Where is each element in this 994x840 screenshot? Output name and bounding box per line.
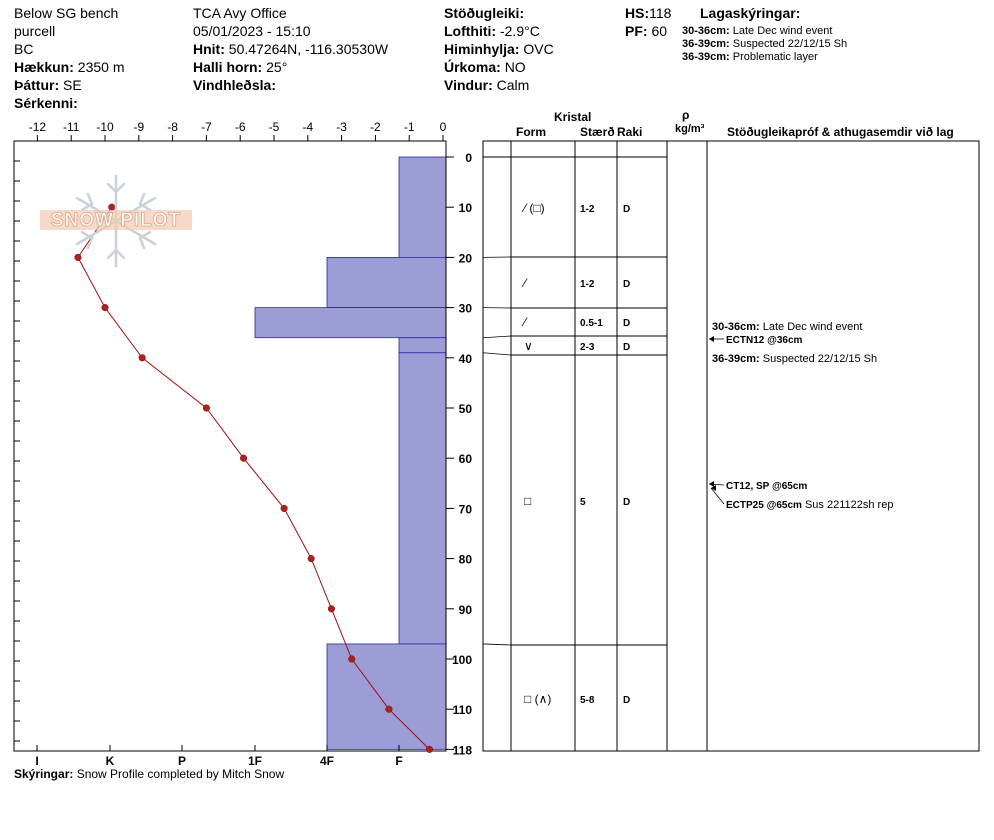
kristal-header: Kristal: [554, 110, 592, 124]
hardness-tick-label: 1F: [247, 754, 263, 768]
temperature-point: [281, 505, 288, 512]
temperature-point: [139, 355, 146, 362]
layer-connector: [483, 353, 511, 355]
location: Below SG bench: [14, 5, 119, 21]
rho-header: ρ: [682, 108, 690, 122]
comment-arrow: [711, 488, 724, 504]
stability-comment: CT12, SP @65cm: [726, 481, 808, 492]
moisture: D: [623, 695, 631, 706]
observer: TCA Avy Office: [193, 5, 287, 21]
stability-comment: 30-36cm: Late Dec wind event: [712, 321, 863, 333]
legend-item: 30-36cm: Late Dec wind event: [682, 25, 833, 37]
temp-tick-label: 0: [439, 120, 447, 134]
depth-tick-label: 50: [458, 402, 472, 416]
layer-table-frame: [483, 141, 979, 751]
depth-tick-label: 90: [458, 602, 472, 617]
legend-title: Lagaskýringar:: [700, 5, 801, 21]
comment-arrowhead: [709, 481, 714, 487]
sky-cover: Himinhylja: OVC: [444, 41, 554, 57]
moisture: D: [623, 318, 631, 329]
temperature-point: [386, 706, 393, 713]
temp-tick-label: -2: [370, 120, 381, 134]
moisture: D: [623, 342, 631, 353]
temp-tick-label: -7: [201, 120, 212, 134]
grain-form: ∨: [524, 339, 533, 353]
depth-tick-label: 60: [458, 452, 472, 467]
precipitation: Úrkoma: NO: [444, 59, 526, 75]
range: purcell: [14, 23, 56, 39]
depth-tick-label: 0: [465, 151, 472, 165]
grain-size: 5: [580, 497, 586, 508]
form-header: Form: [516, 125, 546, 139]
hardness-tick-label: K: [105, 754, 115, 768]
hardness-bar: [399, 353, 446, 644]
temp-tick-label: -5: [268, 120, 280, 134]
pf-value: PF: 60: [625, 23, 668, 39]
grain-form: ⁄: [524, 276, 527, 290]
grain-size: 5-8: [580, 695, 595, 706]
moisture-header: Raki: [617, 125, 643, 139]
hardness-bar: [327, 257, 446, 307]
depth-tick-label: 100: [451, 653, 472, 667]
temperature-point: [240, 455, 247, 462]
stability-comment: ECTP25 @65cm Sus 221122sh rep: [726, 499, 894, 511]
grain-form: □ (∧): [524, 692, 552, 706]
depth-tick-label: 30: [458, 301, 472, 316]
wind-loading: Vindhleðsla:: [193, 77, 276, 93]
coordinates: Hnit: 50.47264N, -116.30530W: [193, 41, 389, 57]
depth-tick-label: 118: [452, 743, 472, 758]
temp-tick-label: -6: [234, 120, 246, 134]
moisture: D: [623, 497, 631, 508]
layer-connector: [483, 644, 511, 645]
air-temp: Lofthiti: -2.9°C: [444, 23, 540, 39]
logo-text: SNOW PILOT: [50, 210, 182, 231]
hardness-tick-label: I: [35, 754, 39, 768]
temp-tick-label: -8: [167, 120, 178, 134]
temp-tick-label: -4: [302, 120, 314, 134]
datetime: 05/01/2023 - 15:10: [193, 23, 311, 39]
hardness-bar: [255, 308, 446, 338]
grain-form: □: [524, 494, 532, 508]
stability-comment: 36-39cm: Suspected 22/12/15 Sh: [712, 353, 878, 365]
hs-value: HS:118: [625, 5, 672, 21]
features-label: Sérkenni:: [14, 95, 78, 111]
temperature-point: [102, 304, 109, 311]
stability-label: Stöðugleiki:: [444, 5, 525, 21]
hardness-bar: [399, 157, 446, 257]
wind: Vindur: Calm: [444, 77, 530, 93]
hardness-tick-label: P: [177, 754, 187, 768]
stability-comment: ECTN12 @36cm: [726, 335, 803, 346]
depth-tick-label: 70: [458, 502, 472, 517]
hardness-tick-label: F: [395, 754, 403, 768]
grain-size: 2-3: [580, 342, 595, 353]
snowpilot-logo: [38, 172, 194, 270]
layer-connector: [483, 336, 511, 338]
legend-item: 36-39cm: Problematic layer: [682, 51, 818, 63]
legend-item: 36-39cm: Suspected 22/12/15 Sh: [682, 38, 848, 50]
grain-form: ⁄ (□): [524, 201, 545, 215]
depth-tick-label: 110: [452, 703, 472, 718]
grain-size: 1-2: [580, 279, 595, 290]
temperature-point: [426, 746, 433, 753]
footer-notes: Skýringar: Snow Profile completed by Mitch Snow: [14, 767, 285, 781]
size-header: Stærð: [580, 125, 615, 139]
depth-tick-label: 40: [458, 351, 472, 366]
depth-tick-label: 80: [458, 552, 472, 567]
temperature-point: [203, 405, 210, 412]
aspect: Þáttur: SE: [14, 77, 82, 93]
grain-form: ⁄: [524, 315, 527, 329]
hardness-tick-label: 4F: [319, 754, 335, 768]
moisture: D: [623, 204, 631, 215]
region: BC: [14, 41, 34, 57]
temp-tick-label: -1: [403, 120, 415, 134]
grain-size: 0.5-1: [580, 318, 603, 329]
temp-tick-label: -10: [96, 120, 114, 134]
moisture: D: [623, 279, 631, 290]
depth-tick-label: 10: [458, 201, 472, 216]
comment-arrowhead: [709, 336, 714, 342]
temperature-point: [308, 555, 315, 562]
grain-size: 1-2: [580, 204, 595, 215]
temp-tick-label: -9: [133, 120, 145, 134]
hardness-bar: [327, 644, 446, 749]
depth-tick-label: 20: [458, 251, 472, 266]
density-unit-header: kg/m³: [675, 123, 705, 135]
temperature-point: [348, 656, 355, 663]
hardness-bar: [399, 338, 446, 353]
temp-tick-label: -3: [336, 120, 347, 134]
temperature-point: [328, 606, 335, 613]
slope-angle: Halli horn: 25°: [193, 59, 288, 75]
elevation: Hækkun: 2350 m: [14, 59, 125, 75]
temp-tick-label: -12: [28, 120, 47, 134]
temp-tick-label: -11: [62, 120, 80, 134]
tests-header: Stöðugleikapróf & athugasemdir við lag: [727, 125, 954, 139]
